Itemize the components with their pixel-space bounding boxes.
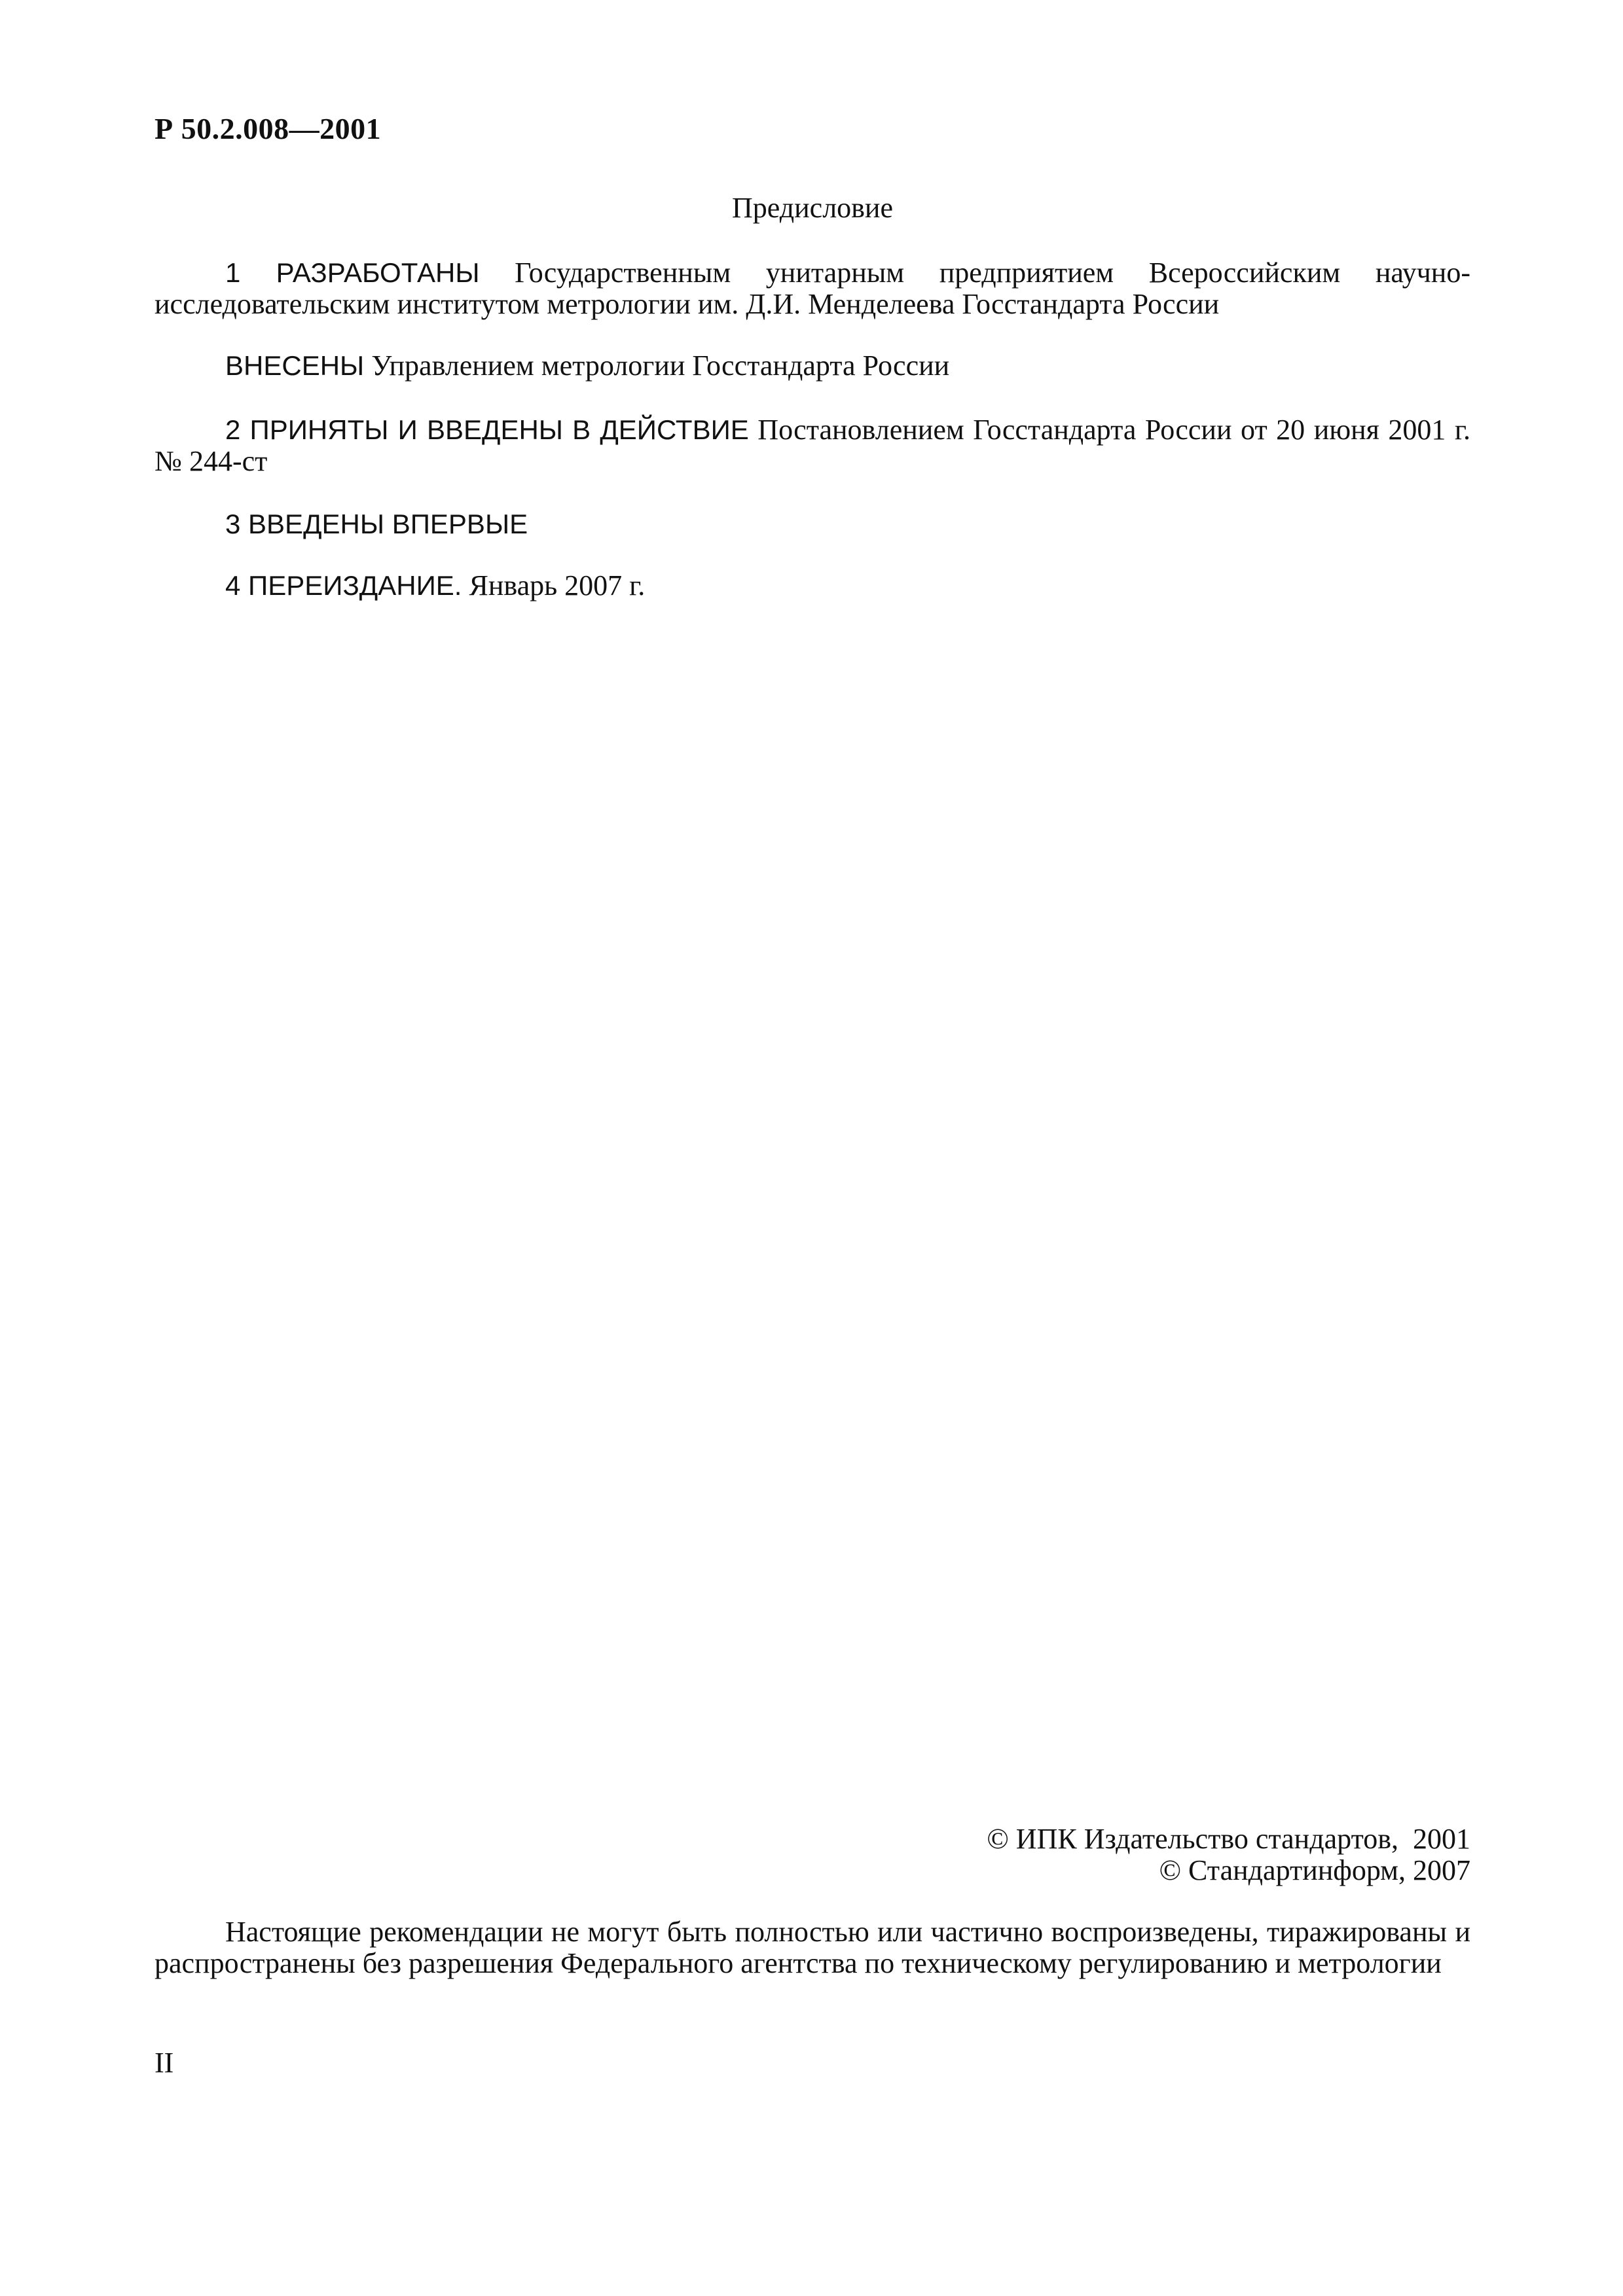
copyright-ipk: © ИПК Издательство стандартов, 2001 [987, 1823, 1470, 1855]
foreword-item-adopted [155, 414, 1470, 477]
foreword-item-reissue [155, 570, 1470, 601]
foreword-item-submitted [155, 350, 1470, 382]
item-text: Январь 2007 г. [462, 569, 646, 601]
foreword-item-developed [155, 257, 1470, 320]
page-number: II [155, 2047, 174, 2079]
copyright-standartinform: © Стандартинформ, 2007 [1159, 1854, 1470, 1886]
foreword-item-introduced [155, 509, 1470, 540]
item-text: Постановлением Госстандарта России от 20 июня 2001 г. № 244-ст [155, 414, 1470, 477]
item-caps: 2 ПРИНЯТЫ И ВВЕДЕНЫ В ДЕЙСТВИЕ [225, 414, 749, 445]
item-caps: 1 РАЗРАБОТАНЫ [225, 257, 480, 288]
item-text: Управлением метрологии Госстандарта России [364, 350, 950, 382]
item-text: Государственным унитарным предприятием Всероссийским научно-исследовательским институтом метрологии им. Д.И. Менделеева Госстандарта России [155, 257, 1470, 320]
document-code: Р 50.2.008—2001 [155, 112, 382, 145]
foreword-title: Предисловие [732, 192, 893, 224]
item-caps: 3 ВВЕДЕНЫ ВПЕРВЫЕ [225, 509, 528, 539]
item-caps: 4 ПЕРЕИЗДАНИЕ. [225, 570, 462, 601]
reproduction-notice: Настоящие рекомендации не могут быть полностью или частично воспроизведены, тиражированы и распространены без разрешения Федерального агентства по техническому регулированию и метрологии [155, 1916, 1470, 1979]
item-caps: ВНЕСЕНЫ [225, 350, 365, 381]
